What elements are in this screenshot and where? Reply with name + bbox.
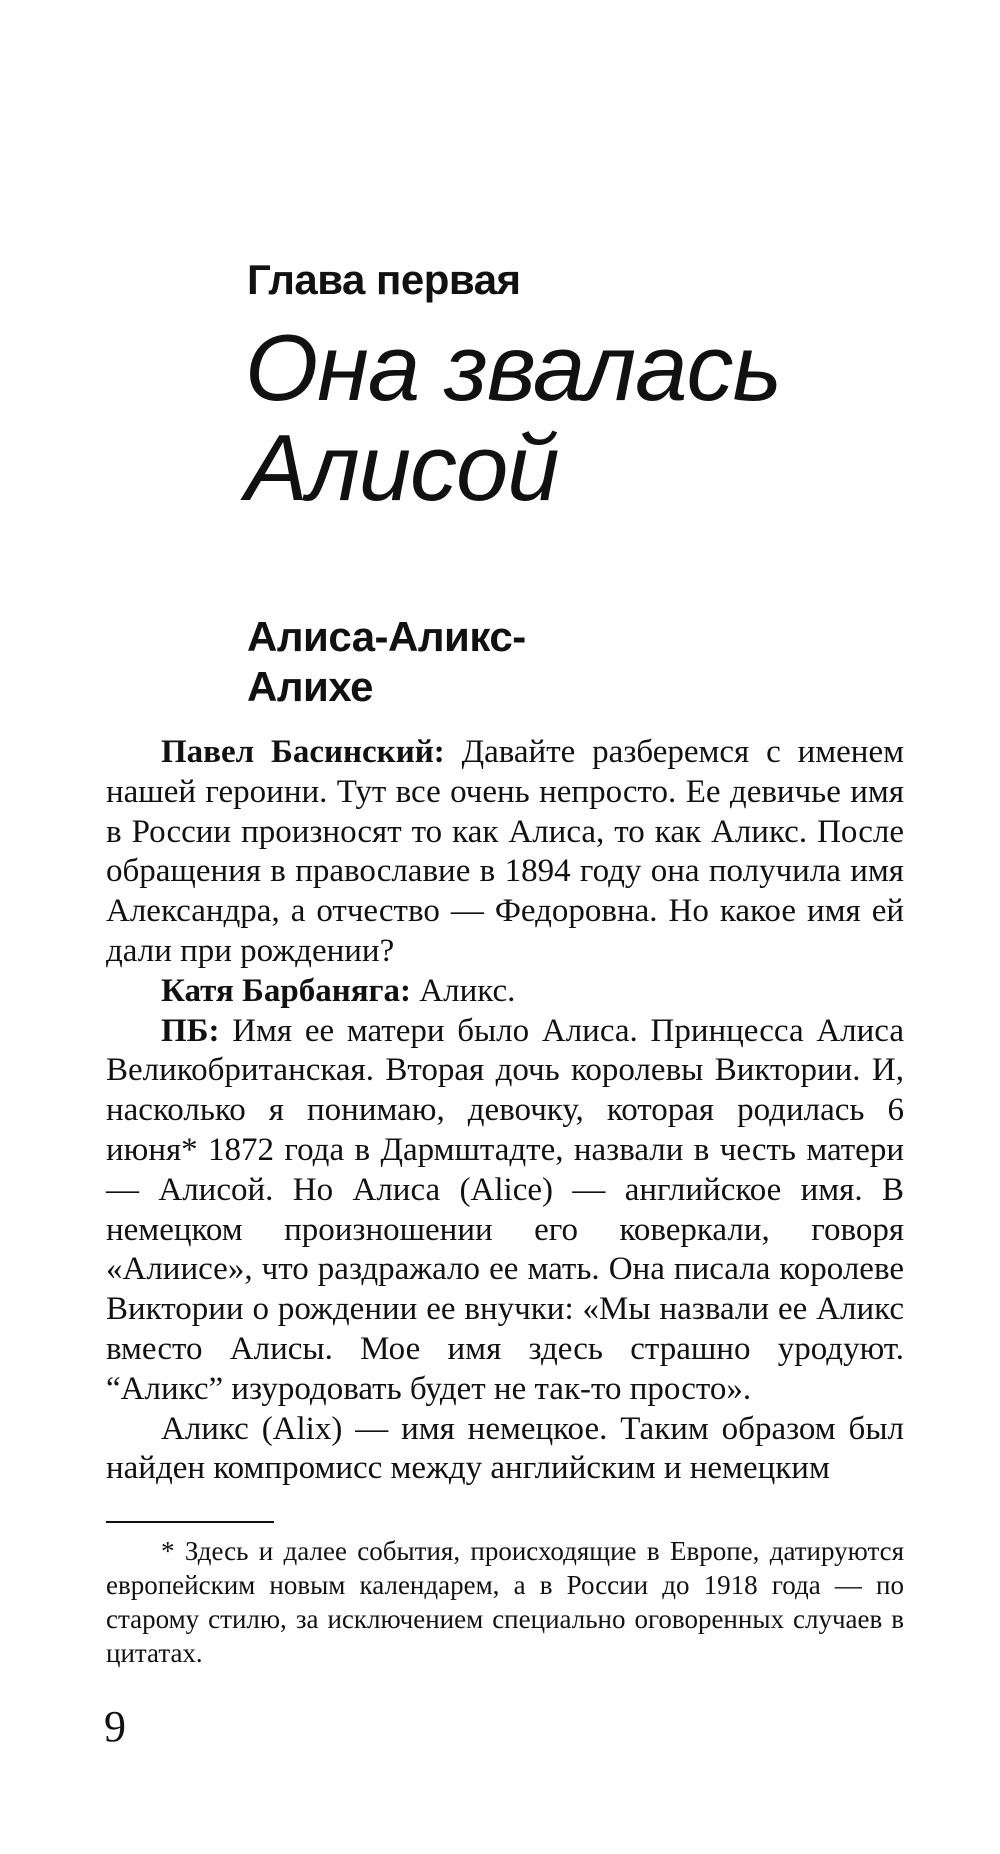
footnote-divider: [106, 1521, 274, 1523]
paragraph-text: Имя ее матери было Алиса. Принцесса Алиса Великобританская. Вторая дочь королевы Виктории. И, насколько я понимаю, девочку, которая родилась 6 июня* 1872 года в Дармштадте, назвали в честь матери — Алисой. Но Алиса (Alice) — английское имя. В немецком произношении его коверкали, говоря «Алиисе», что раздражало ее мать. Она писала королеве Виктории о рождении ее внучки: «Мы назвали ее Аликс вместо Алисы. Мое имя здесь страшно уродуют. “Аликс” изуродовать будет не так-то просто».: [106, 1012, 904, 1407]
footnote: * Здесь и далее события, происходящие в Европе, датируются европейским новым календарем, а в России до 1918 года — по старому стилю, за исключением специально оговоренных случаев в цитатах.: [106, 1536, 904, 1668]
paragraph: [106, 972, 904, 1012]
paragraph-text: Аликс.: [411, 972, 516, 1009]
page-number: 9: [104, 1702, 126, 1751]
section-title: Алиса-Аликс-Алихе: [247, 613, 526, 710]
paragraph: [106, 1410, 904, 1490]
body-text: [106, 733, 904, 1489]
speaker-name: Павел Басинский:: [161, 734, 445, 770]
paragraph: [106, 733, 904, 972]
paragraph-text: Аликс (Alix) — имя немецкое. Таким образом был найден компромисс между английским и немецким: [106, 1410, 904, 1487]
speaker-name: Катя Барбаняга:: [161, 972, 412, 1009]
chapter-label: Глава первая: [247, 256, 521, 303]
chapter-title: Она звалась Алисой: [245, 315, 781, 520]
speaker-name: ПБ:: [161, 1012, 220, 1049]
paragraph-text: Давайте разберемся с именем нашей героини. Тут все очень непросто. Ее девичье имя в России произносят то как Алиса, то как Аликс. После обращения в православие в 1894 году она получила имя Александра, а отчество — Федоровна. Но какое имя ей дали при рождении?: [106, 734, 905, 969]
paragraph: [106, 1012, 904, 1410]
